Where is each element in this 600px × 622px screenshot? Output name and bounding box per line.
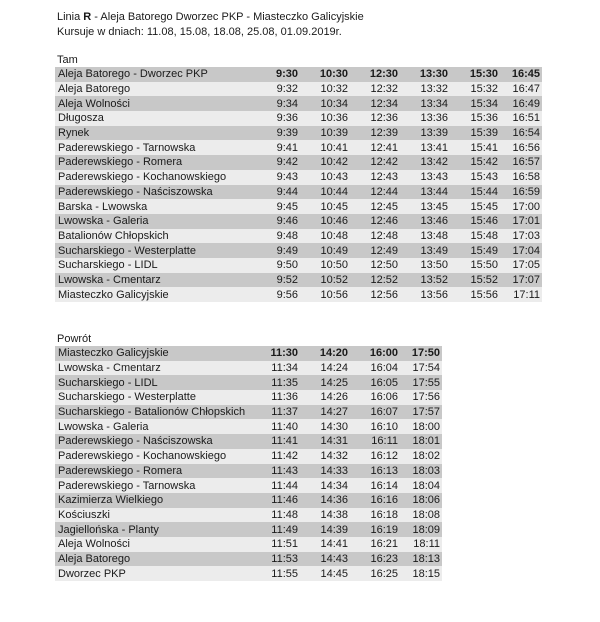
departure-time: 17:05	[500, 258, 542, 273]
departure-time: 13:30	[400, 67, 450, 82]
departure-time: 10:52	[300, 273, 350, 288]
departure-time: 11:30	[250, 346, 300, 361]
table-row	[55, 493, 442, 508]
table-row	[55, 361, 442, 376]
departure-time: 13:36	[400, 111, 450, 126]
departure-time: 15:45	[450, 199, 500, 214]
departure-time: 10:56	[300, 287, 350, 302]
stop-name: Paderewskiego - Tarnowska	[55, 140, 250, 155]
table-row	[55, 126, 542, 141]
departure-time: 16:12	[350, 449, 400, 464]
departure-time: 18:09	[400, 522, 442, 537]
departure-time: 11:43	[250, 464, 300, 479]
departure-time: 18:06	[400, 493, 442, 508]
table-row	[55, 96, 542, 111]
departure-time: 16:07	[350, 405, 400, 420]
table-row	[55, 552, 442, 567]
table-row	[55, 170, 542, 185]
departure-time: 15:48	[450, 229, 500, 244]
departure-time: 16:11	[350, 434, 400, 449]
departure-time: 11:35	[250, 375, 300, 390]
departure-time: 13:34	[400, 96, 450, 111]
departure-time: 12:45	[350, 199, 400, 214]
section-label-powrot: Powrót	[57, 333, 92, 345]
stop-name: Paderewskiego - Tarnowska	[55, 478, 250, 493]
departure-time: 11:44	[250, 478, 300, 493]
stop-name: Paderewskiego - Kochanowskiego	[55, 170, 250, 185]
departure-time: 17:03	[500, 229, 542, 244]
departure-time: 16:00	[350, 346, 400, 361]
departure-time: 15:32	[450, 82, 500, 97]
departure-time: 16:51	[500, 111, 542, 126]
departure-time: 13:45	[400, 199, 450, 214]
table-row	[55, 67, 542, 82]
departure-time: 12:32	[350, 82, 400, 97]
stop-name: Długosza	[55, 111, 250, 126]
section-label-tam: Tam	[57, 54, 78, 66]
departure-time: 10:46	[300, 214, 350, 229]
departure-time: 16:21	[350, 537, 400, 552]
departure-time: 16:05	[350, 375, 400, 390]
stop-name: Aleja Batorego	[55, 82, 250, 97]
table-row	[55, 508, 442, 523]
departure-time: 11:41	[250, 434, 300, 449]
departure-time: 18:04	[400, 478, 442, 493]
departure-time: 10:50	[300, 258, 350, 273]
departure-time: 16:57	[500, 155, 542, 170]
stop-name: Sucharskiego - LIDL	[55, 375, 250, 390]
departure-time: 12:42	[350, 155, 400, 170]
departure-time: 9:34	[250, 96, 300, 111]
departure-time: 10:48	[300, 229, 350, 244]
departure-time: 16:16	[350, 493, 400, 508]
departure-time: 17:01	[500, 214, 542, 229]
stop-name: Aleja Wolności	[55, 96, 250, 111]
departure-time: 14:25	[300, 375, 350, 390]
departure-time: 15:36	[450, 111, 500, 126]
departure-time: 14:30	[300, 419, 350, 434]
table-row	[55, 82, 542, 97]
departure-time: 17:55	[400, 375, 442, 390]
departure-time: 13:42	[400, 155, 450, 170]
departure-time: 15:42	[450, 155, 500, 170]
departure-time: 15:39	[450, 126, 500, 141]
departure-time: 15:34	[450, 96, 500, 111]
stop-name: Sucharskiego - Westerplatte	[55, 390, 250, 405]
departure-time: 12:34	[350, 96, 400, 111]
departure-time: 16:25	[350, 566, 400, 581]
departure-time: 15:41	[450, 140, 500, 155]
line-title	[57, 10, 364, 24]
departure-time: 15:44	[450, 185, 500, 200]
departure-time: 11:49	[250, 522, 300, 537]
departure-time: 18:03	[400, 464, 442, 479]
departure-time: 12:41	[350, 140, 400, 155]
departure-time: 15:49	[450, 243, 500, 258]
departure-time: 18:13	[400, 552, 442, 567]
departure-time: 10:34	[300, 96, 350, 111]
table-row	[55, 273, 542, 288]
departure-time: 9:32	[250, 82, 300, 97]
stop-name: Aleja Batorego	[55, 552, 250, 567]
table-row	[55, 434, 442, 449]
departure-time: 11:42	[250, 449, 300, 464]
departure-time: 9:49	[250, 243, 300, 258]
stop-name: Miasteczko Galicyjskie	[55, 287, 250, 302]
stop-name: Lwowska - Galeria	[55, 214, 250, 229]
departure-time: 16:06	[350, 390, 400, 405]
departure-time: 9:56	[250, 287, 300, 302]
table-row	[55, 522, 442, 537]
table-row	[55, 346, 442, 361]
departure-time: 16:18	[350, 508, 400, 523]
table-row	[55, 111, 542, 126]
departure-time: 16:04	[350, 361, 400, 376]
departure-time: 13:56	[400, 287, 450, 302]
departure-time: 9:45	[250, 199, 300, 214]
stop-name: Kościuszki	[55, 508, 250, 523]
stop-name: Batalionów Chłopskich	[55, 229, 250, 244]
table-row	[55, 375, 442, 390]
departure-time: 14:43	[300, 552, 350, 567]
stop-name: Dworzec PKP	[55, 566, 250, 581]
departure-time: 12:39	[350, 126, 400, 141]
departure-time: 14:26	[300, 390, 350, 405]
stop-name: Paderewskiego - Romera	[55, 464, 250, 479]
table-row	[55, 155, 542, 170]
departure-time: 16:19	[350, 522, 400, 537]
table-row	[55, 258, 542, 273]
departure-time: 12:46	[350, 214, 400, 229]
departure-time: 15:52	[450, 273, 500, 288]
table-row	[55, 419, 442, 434]
departure-time: 11:40	[250, 419, 300, 434]
departure-time: 16:59	[500, 185, 542, 200]
departure-time: 11:48	[250, 508, 300, 523]
departure-time: 13:52	[400, 273, 450, 288]
table-row	[55, 449, 442, 464]
stop-name: Rynek	[55, 126, 250, 141]
departure-time: 18:11	[400, 537, 442, 552]
table-row	[55, 185, 542, 200]
departure-time: 16:10	[350, 419, 400, 434]
departure-time: 14:45	[300, 566, 350, 581]
departure-time: 16:54	[500, 126, 542, 141]
timetable-powrot	[55, 346, 442, 581]
stop-name: Miasteczko Galicyjskie	[55, 346, 250, 361]
stop-name: Kazimierza Wielkiego	[55, 493, 250, 508]
line-code: R	[83, 11, 92, 23]
departure-time: 15:43	[450, 170, 500, 185]
departure-time: 18:15	[400, 566, 442, 581]
departure-time: 15:46	[450, 214, 500, 229]
departure-time: 9:46	[250, 214, 300, 229]
departure-time: 14:39	[300, 522, 350, 537]
table-row	[55, 199, 542, 214]
departure-time: 15:30	[450, 67, 500, 82]
departure-time: 13:32	[400, 82, 450, 97]
departure-time: 16:13	[350, 464, 400, 479]
departure-time: 12:56	[350, 287, 400, 302]
stop-name: Aleja Batorego - Dworzec PKP	[55, 67, 250, 82]
table-row	[55, 214, 542, 229]
departure-time: 14:20	[300, 346, 350, 361]
departure-time: 13:43	[400, 170, 450, 185]
stop-name: Aleja Wolności	[55, 537, 250, 552]
stop-name: Sucharskiego - Batalionów Chłopskich	[55, 405, 250, 420]
departure-time: 11:51	[250, 537, 300, 552]
departure-time: 10:39	[300, 126, 350, 141]
line-title-route: - Aleja Batorego Dworzec PKP - Miasteczko Galicyjskie	[91, 11, 364, 23]
departure-time: 14:27	[300, 405, 350, 420]
departure-time: 14:32	[300, 449, 350, 464]
departure-time: 10:43	[300, 170, 350, 185]
stop-name: Paderewskiego - Naściszowska	[55, 185, 250, 200]
departure-time: 9:41	[250, 140, 300, 155]
departure-time: 16:45	[500, 67, 542, 82]
departure-time: 13:39	[400, 126, 450, 141]
departure-time: 12:48	[350, 229, 400, 244]
departure-time: 11:36	[250, 390, 300, 405]
departure-time: 16:56	[500, 140, 542, 155]
departure-time: 14:34	[300, 478, 350, 493]
departure-time: 13:48	[400, 229, 450, 244]
stop-name: Sucharskiego - Westerplatte	[55, 243, 250, 258]
stop-name: Lwowska - Cmentarz	[55, 273, 250, 288]
timetable-tam	[55, 67, 542, 302]
stop-name: Paderewskiego - Romera	[55, 155, 250, 170]
departure-time: 16:58	[500, 170, 542, 185]
departure-time: 9:30	[250, 67, 300, 82]
departure-time: 9:50	[250, 258, 300, 273]
departure-time: 17:57	[400, 405, 442, 420]
departure-time: 13:49	[400, 243, 450, 258]
departure-time: 13:50	[400, 258, 450, 273]
stop-name: Paderewskiego - Kochanowskiego	[55, 449, 250, 464]
departure-time: 14:24	[300, 361, 350, 376]
departure-time: 14:36	[300, 493, 350, 508]
departure-time: 9:43	[250, 170, 300, 185]
operating-days: Kursuje w dniach: 11.08, 15.08, 18.08, 25.08, 01.09.2019r.	[57, 26, 342, 38]
departure-time: 14:41	[300, 537, 350, 552]
table-row	[55, 140, 542, 155]
departure-time: 11:46	[250, 493, 300, 508]
departure-time: 9:52	[250, 273, 300, 288]
departure-time: 12:43	[350, 170, 400, 185]
departure-time: 14:38	[300, 508, 350, 523]
departure-time: 9:36	[250, 111, 300, 126]
stop-name: Sucharskiego - LIDL	[55, 258, 250, 273]
departure-time: 12:50	[350, 258, 400, 273]
departure-time: 18:00	[400, 419, 442, 434]
table-row	[55, 390, 442, 405]
departure-time: 10:45	[300, 199, 350, 214]
departure-time: 11:34	[250, 361, 300, 376]
table-row	[55, 537, 442, 552]
departure-time: 17:07	[500, 273, 542, 288]
departure-time: 18:01	[400, 434, 442, 449]
stop-name: Lwowska - Galeria	[55, 419, 250, 434]
departure-time: 17:04	[500, 243, 542, 258]
departure-time: 14:31	[300, 434, 350, 449]
table-row	[55, 287, 542, 302]
stop-name: Paderewskiego - Naściszowska	[55, 434, 250, 449]
line-title-prefix: Linia	[57, 11, 84, 23]
departure-time: 13:41	[400, 140, 450, 155]
departure-time: 9:48	[250, 229, 300, 244]
departure-time: 10:30	[300, 67, 350, 82]
departure-time: 11:55	[250, 566, 300, 581]
departure-time: 18:02	[400, 449, 442, 464]
departure-time: 17:54	[400, 361, 442, 376]
departure-time: 16:49	[500, 96, 542, 111]
table-row	[55, 229, 542, 244]
departure-time: 13:46	[400, 214, 450, 229]
stop-name: Barska - Lwowska	[55, 199, 250, 214]
table-row	[55, 243, 542, 258]
departure-time: 12:36	[350, 111, 400, 126]
departure-time: 15:50	[450, 258, 500, 273]
departure-time: 15:56	[450, 287, 500, 302]
table-row	[55, 405, 442, 420]
departure-time: 13:44	[400, 185, 450, 200]
departure-time: 10:49	[300, 243, 350, 258]
departure-time: 16:14	[350, 478, 400, 493]
departure-time: 12:49	[350, 243, 400, 258]
departure-time: 10:42	[300, 155, 350, 170]
stop-name: Lwowska - Cmentarz	[55, 361, 250, 376]
departure-time: 12:52	[350, 273, 400, 288]
departure-time: 16:23	[350, 552, 400, 567]
departure-time: 17:11	[500, 287, 542, 302]
departure-time: 10:44	[300, 185, 350, 200]
table-row	[55, 566, 442, 581]
departure-time: 10:36	[300, 111, 350, 126]
departure-time: 10:41	[300, 140, 350, 155]
departure-time: 16:47	[500, 82, 542, 97]
stop-name: Jagiellońska - Planty	[55, 522, 250, 537]
departure-time: 11:53	[250, 552, 300, 567]
departure-time: 17:56	[400, 390, 442, 405]
departure-time: 9:42	[250, 155, 300, 170]
departure-time: 17:50	[400, 346, 442, 361]
departure-time: 14:33	[300, 464, 350, 479]
departure-time: 17:00	[500, 199, 542, 214]
departure-time: 12:44	[350, 185, 400, 200]
table-row	[55, 464, 442, 479]
departure-time: 12:30	[350, 67, 400, 82]
departure-time: 10:32	[300, 82, 350, 97]
departure-time: 11:37	[250, 405, 300, 420]
table-row	[55, 478, 442, 493]
departure-time: 9:39	[250, 126, 300, 141]
departure-time: 9:44	[250, 185, 300, 200]
departure-time: 18:08	[400, 508, 442, 523]
